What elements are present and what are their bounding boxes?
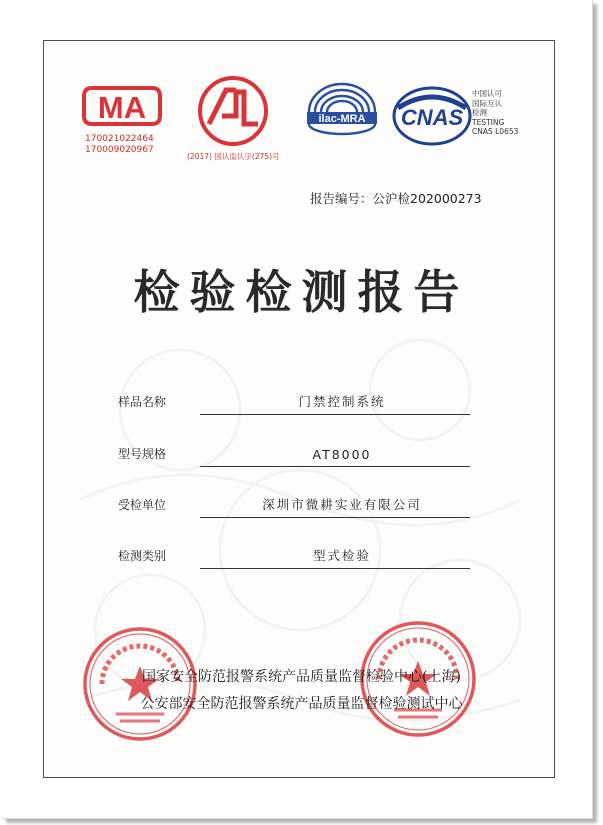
organization-name-1: 国家安全防范报警系统产品质量监督检验中心(上海) xyxy=(142,669,461,685)
field-value: 深圳市微耕实业有限公司 xyxy=(262,497,422,512)
field-value: 型式检验 xyxy=(312,548,371,563)
cnas-line: CNAS L0653 xyxy=(472,127,519,136)
field-label: 型号规格 xyxy=(118,447,167,461)
field-label: 受检单位 xyxy=(118,498,167,512)
field-underline xyxy=(200,568,470,569)
report-number xyxy=(310,189,482,207)
field-label: 检测类别 xyxy=(118,549,167,563)
cma-number-1: 170021022464 xyxy=(85,134,154,144)
svg-text:CNAS: CNAS xyxy=(400,105,464,130)
field-underline xyxy=(200,517,470,518)
cnas-line: 检测 xyxy=(472,108,487,117)
report-number-label: 报告编号： xyxy=(310,191,373,206)
cma-logo-icon xyxy=(78,82,162,130)
field-value: AT8000 xyxy=(312,447,372,462)
field-row-test-type xyxy=(112,539,470,569)
cnas-caption xyxy=(472,89,518,137)
svg-text:ilac-MRA: ilac-MRA xyxy=(318,113,366,125)
svg-text:CAL: CAL xyxy=(232,144,234,145)
cnas-logo-icon xyxy=(392,84,472,148)
cnas-line: TESTING xyxy=(472,117,505,127)
svg-text:MA: MA xyxy=(97,90,147,125)
field-row-model xyxy=(112,437,470,467)
report-number-value: 公沪检202000273 xyxy=(372,191,482,206)
ilac-mra-logo-icon xyxy=(303,78,381,138)
cal-caption: (2017) 国认监认字(275)号 xyxy=(187,152,280,161)
organization-name-2: 公安部安全防范报警系统产品质量监督检验测试中心 xyxy=(140,696,463,712)
field-row-client xyxy=(112,488,470,518)
field-row-sample-name xyxy=(112,385,470,415)
field-underline xyxy=(200,466,470,467)
cnas-line: 国际互认 xyxy=(472,98,502,108)
page-title: 检验检测报告 xyxy=(133,265,470,319)
field-value: 门禁控制系统 xyxy=(298,394,386,409)
cal-logo-icon xyxy=(196,74,270,148)
field-label: 样品名称 xyxy=(118,395,167,409)
cnas-line: 中国认可 xyxy=(472,89,502,98)
cma-number-2: 170009020967 xyxy=(85,145,154,155)
field-underline xyxy=(200,414,470,415)
